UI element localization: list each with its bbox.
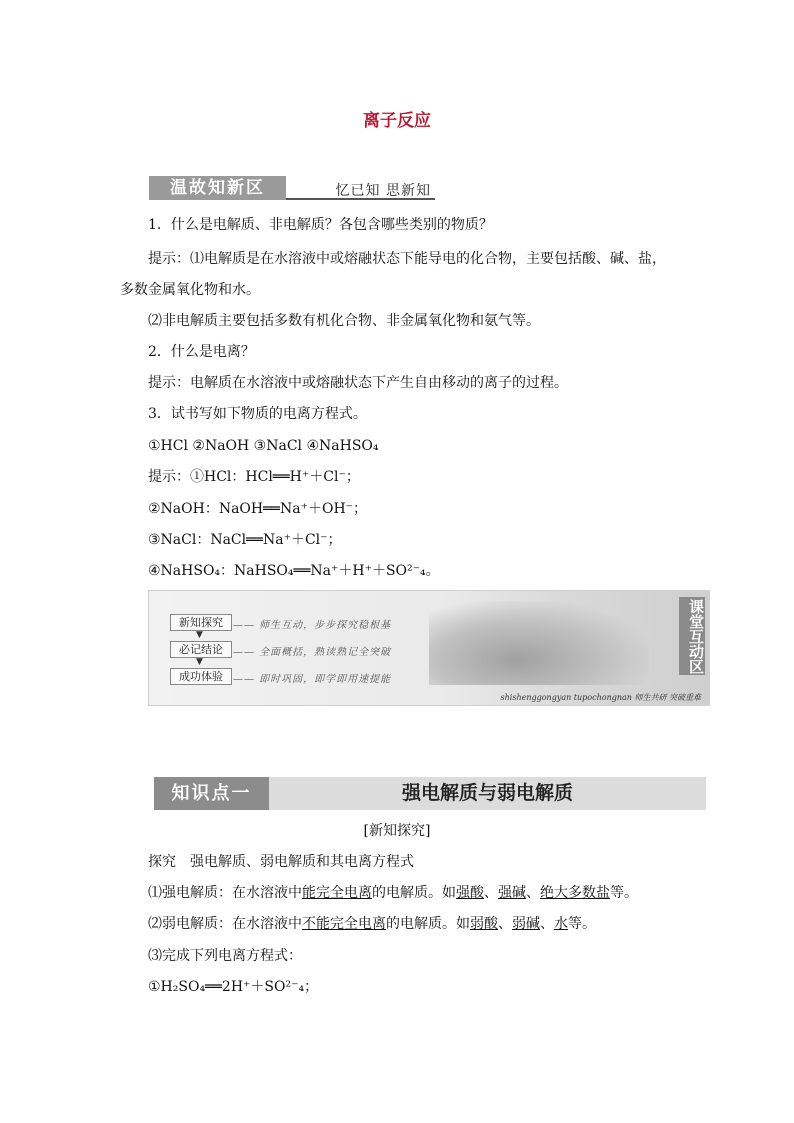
equation-nacl: ③NaCl：NaCl══Na⁺＋Cl⁻； <box>148 532 342 548</box>
strong-sep-1: 、 <box>484 885 498 901</box>
strong-blank-1: 能完全电离 <box>302 885 372 901</box>
weak-mid: 的电解质。如 <box>386 916 470 932</box>
weak-prefix: ⑵弱电解质：在水溶液中 <box>148 916 302 932</box>
weak-sep-1: 、 <box>498 916 512 932</box>
step-practice: 成功体验 <box>170 668 232 685</box>
weak-sep-2: 、 <box>540 916 554 932</box>
review-banner-subtitle: 忆已知 思新知 <box>335 183 431 199</box>
answer-1-line-1: 提示：⑴电解质是在水溶液中或熔融状态下能导电的化合物，主要包括酸、碱、盐， <box>148 251 666 267</box>
strong-electrolyte <box>148 884 638 902</box>
equation-hcl: 提示：①HCl：HCl══H⁺＋Cl⁻； <box>148 469 360 485</box>
down-arrow-icon: ▼ <box>196 630 203 640</box>
strong-mid: 的电解质。如 <box>372 885 456 901</box>
task-line: ⑶完成下列电离方程式： <box>148 948 302 964</box>
weak-end: 等。 <box>568 916 596 932</box>
step-practice-desc: —— 即时巩固，即学即用速提能 <box>233 674 392 685</box>
knowledge-banner-title: 强电解质与弱电解质 <box>401 782 573 804</box>
substance-list: ①HCl ②NaOH ③NaCl ④NaHSO₄ <box>148 438 379 454</box>
explore-heading: 探究 强电解质、弱电解质和其电离方程式 <box>148 854 414 870</box>
weak-electrolyte <box>148 915 596 933</box>
question-2: 2．什么是电离？ <box>148 344 255 360</box>
class-interaction-title: 课堂互动区 <box>679 597 705 675</box>
question-1: 1．什么是电解质、非电解质？各包含哪些类别的物质？ <box>148 217 493 233</box>
equation-naoh: ②NaOH：NaOH══Na⁺＋OH⁻； <box>148 501 368 517</box>
step-explore: 新知探究 <box>170 614 232 631</box>
weak-blank-3: 弱碱 <box>512 916 540 932</box>
weak-blank-2: 弱酸 <box>470 916 498 932</box>
strong-blank-4: 绝大多数盐 <box>540 885 610 901</box>
step-explore-desc: —— 师生互动，步步探究稳根基 <box>233 620 392 631</box>
strong-blank-3: 强碱 <box>498 885 526 901</box>
question-3: 3．试书写如下物质的电离方程式。 <box>148 406 367 422</box>
classroom-photo <box>429 601 649 685</box>
page-title: 离子反应 <box>363 111 431 131</box>
weak-blank-1: 不能完全电离 <box>302 916 386 932</box>
equation-h2so4: ①H₂SO₄══2H⁺＋SO²⁻₄； <box>148 979 319 995</box>
strong-end: 等。 <box>610 885 638 901</box>
review-banner <box>149 176 435 200</box>
class-interaction-panel <box>148 590 710 706</box>
step-conclusion: 必记结论 <box>170 641 232 658</box>
knowledge-banner <box>154 777 706 810</box>
strong-blank-2: 强酸 <box>456 885 484 901</box>
panel-footer: shishenggongyan tupochongnan 师生共研 突破重难 <box>500 693 701 702</box>
answer-2: 提示：电解质在水溶液中或熔融状态下产生自由移动的离子的过程。 <box>148 375 568 391</box>
knowledge-banner-label: 知识点一 <box>154 777 269 810</box>
down-arrow-icon: ▼ <box>196 657 203 667</box>
answer-1-line-2: 多数金属氧化物和水。 <box>120 282 260 298</box>
section-tag: [新知探究] <box>363 823 431 839</box>
weak-blank-4: 水 <box>554 916 568 932</box>
answer-1-line-3: ⑵非电解质主要包括多数有机化合物、非金属氧化物和氨气等。 <box>148 313 540 329</box>
strong-sep-2: 、 <box>526 885 540 901</box>
step-conclusion-desc: —— 全面概括，熟读熟记全突破 <box>233 647 392 658</box>
equation-nahso4: ④NaHSO₄：NaHSO₄══Na⁺＋H⁺＋SO²⁻₄。 <box>148 563 440 579</box>
review-banner-label: 温故知新区 <box>149 176 286 200</box>
strong-prefix: ⑴强电解质：在水溶液中 <box>148 885 302 901</box>
